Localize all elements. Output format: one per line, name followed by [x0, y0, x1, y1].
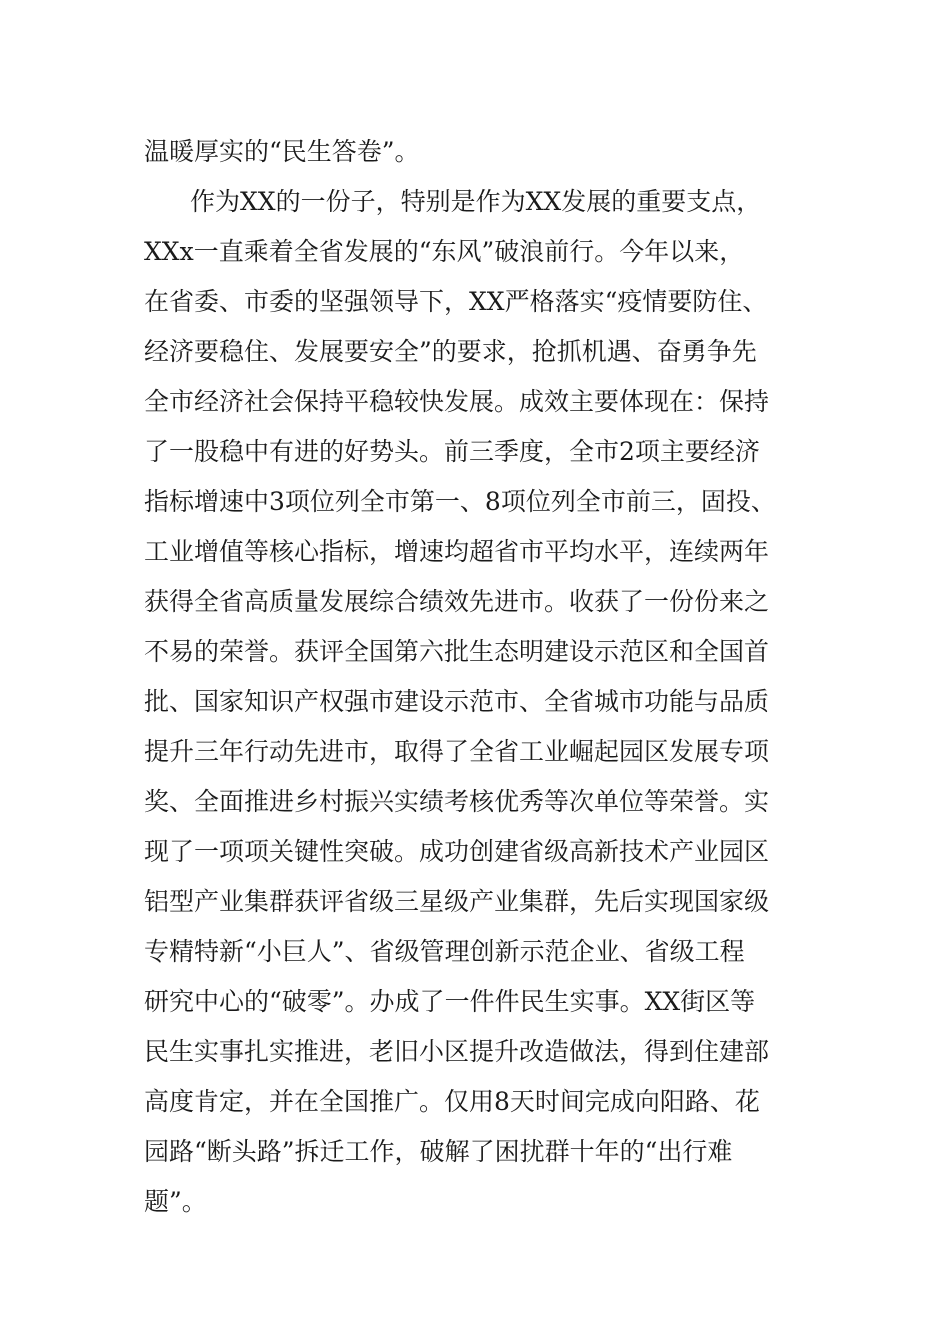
text-line: 现了一项项关键性突破。成功创建省级高新技术产业园区	[144, 837, 770, 866]
text-line: 题”。	[144, 1187, 207, 1216]
text-line: 提升三年行动先进市，取得了全省工业崛起园区发展专项	[144, 737, 770, 766]
text-line: 在省委、市委的坚强领导下，XX严格落实“疫情要防住、	[144, 287, 768, 316]
text-line: 铝型产业集群获评省级三星级产业集群，先后实现国家级	[144, 887, 770, 916]
text-line: 指标增速中3项位列全市第一、8项位列全市前三，固投、	[144, 487, 776, 516]
text-line: 高度肯定，并在全国推广。仅用8天时间完成向阳路、花	[144, 1087, 760, 1116]
text-line: 民生实事扎实推进，老旧小区提升改造做法，得到住建部	[144, 1037, 770, 1066]
paragraph-first-line: 作为XX的一份子，特别是作为XX发展的重要支点，	[190, 187, 762, 216]
text-line: 温暖厚实的“民生答卷”。	[144, 137, 420, 166]
text-line: 批、国家知识产权强市建设示范市、全省城市功能与品质	[144, 687, 770, 716]
text-line: 研究中心的“破零”。办成了一件件民生实事。XX街区等	[144, 987, 756, 1016]
text-line: 专精特新“小巨人”、省级管理创新示范企业、省级工程	[144, 937, 745, 966]
text-line: 全市经济社会保持平稳较快发展。成效主要体现在：保持	[144, 387, 770, 416]
text-line: 不易的荣誉。获评全国第六批生态明建设示范区和全国首	[144, 637, 770, 666]
text-line: 园路“断头路”拆迁工作，破解了困扰群十年的“出行难	[144, 1137, 733, 1166]
text-line: 奖、全面推进乡村振兴实绩考核优秀等次单位等荣誉。实	[144, 787, 770, 816]
text-line: XXx一直乘着全省发展的“东风”破浪前行。今年以来，	[144, 237, 745, 266]
text-line: 获得全省高质量发展综合绩效先进市。收获了一份份来之	[144, 587, 770, 616]
text-line: 工业增值等核心指标，增速均超省市平均水平，连续两年	[144, 537, 770, 566]
text-line: 经济要稳住、发展要安全”的要求，抢抓机遇、奋勇争先	[144, 337, 757, 366]
text-line: 了一股稳中有进的好势头。前三季度，全市2项主要经济	[144, 437, 760, 466]
